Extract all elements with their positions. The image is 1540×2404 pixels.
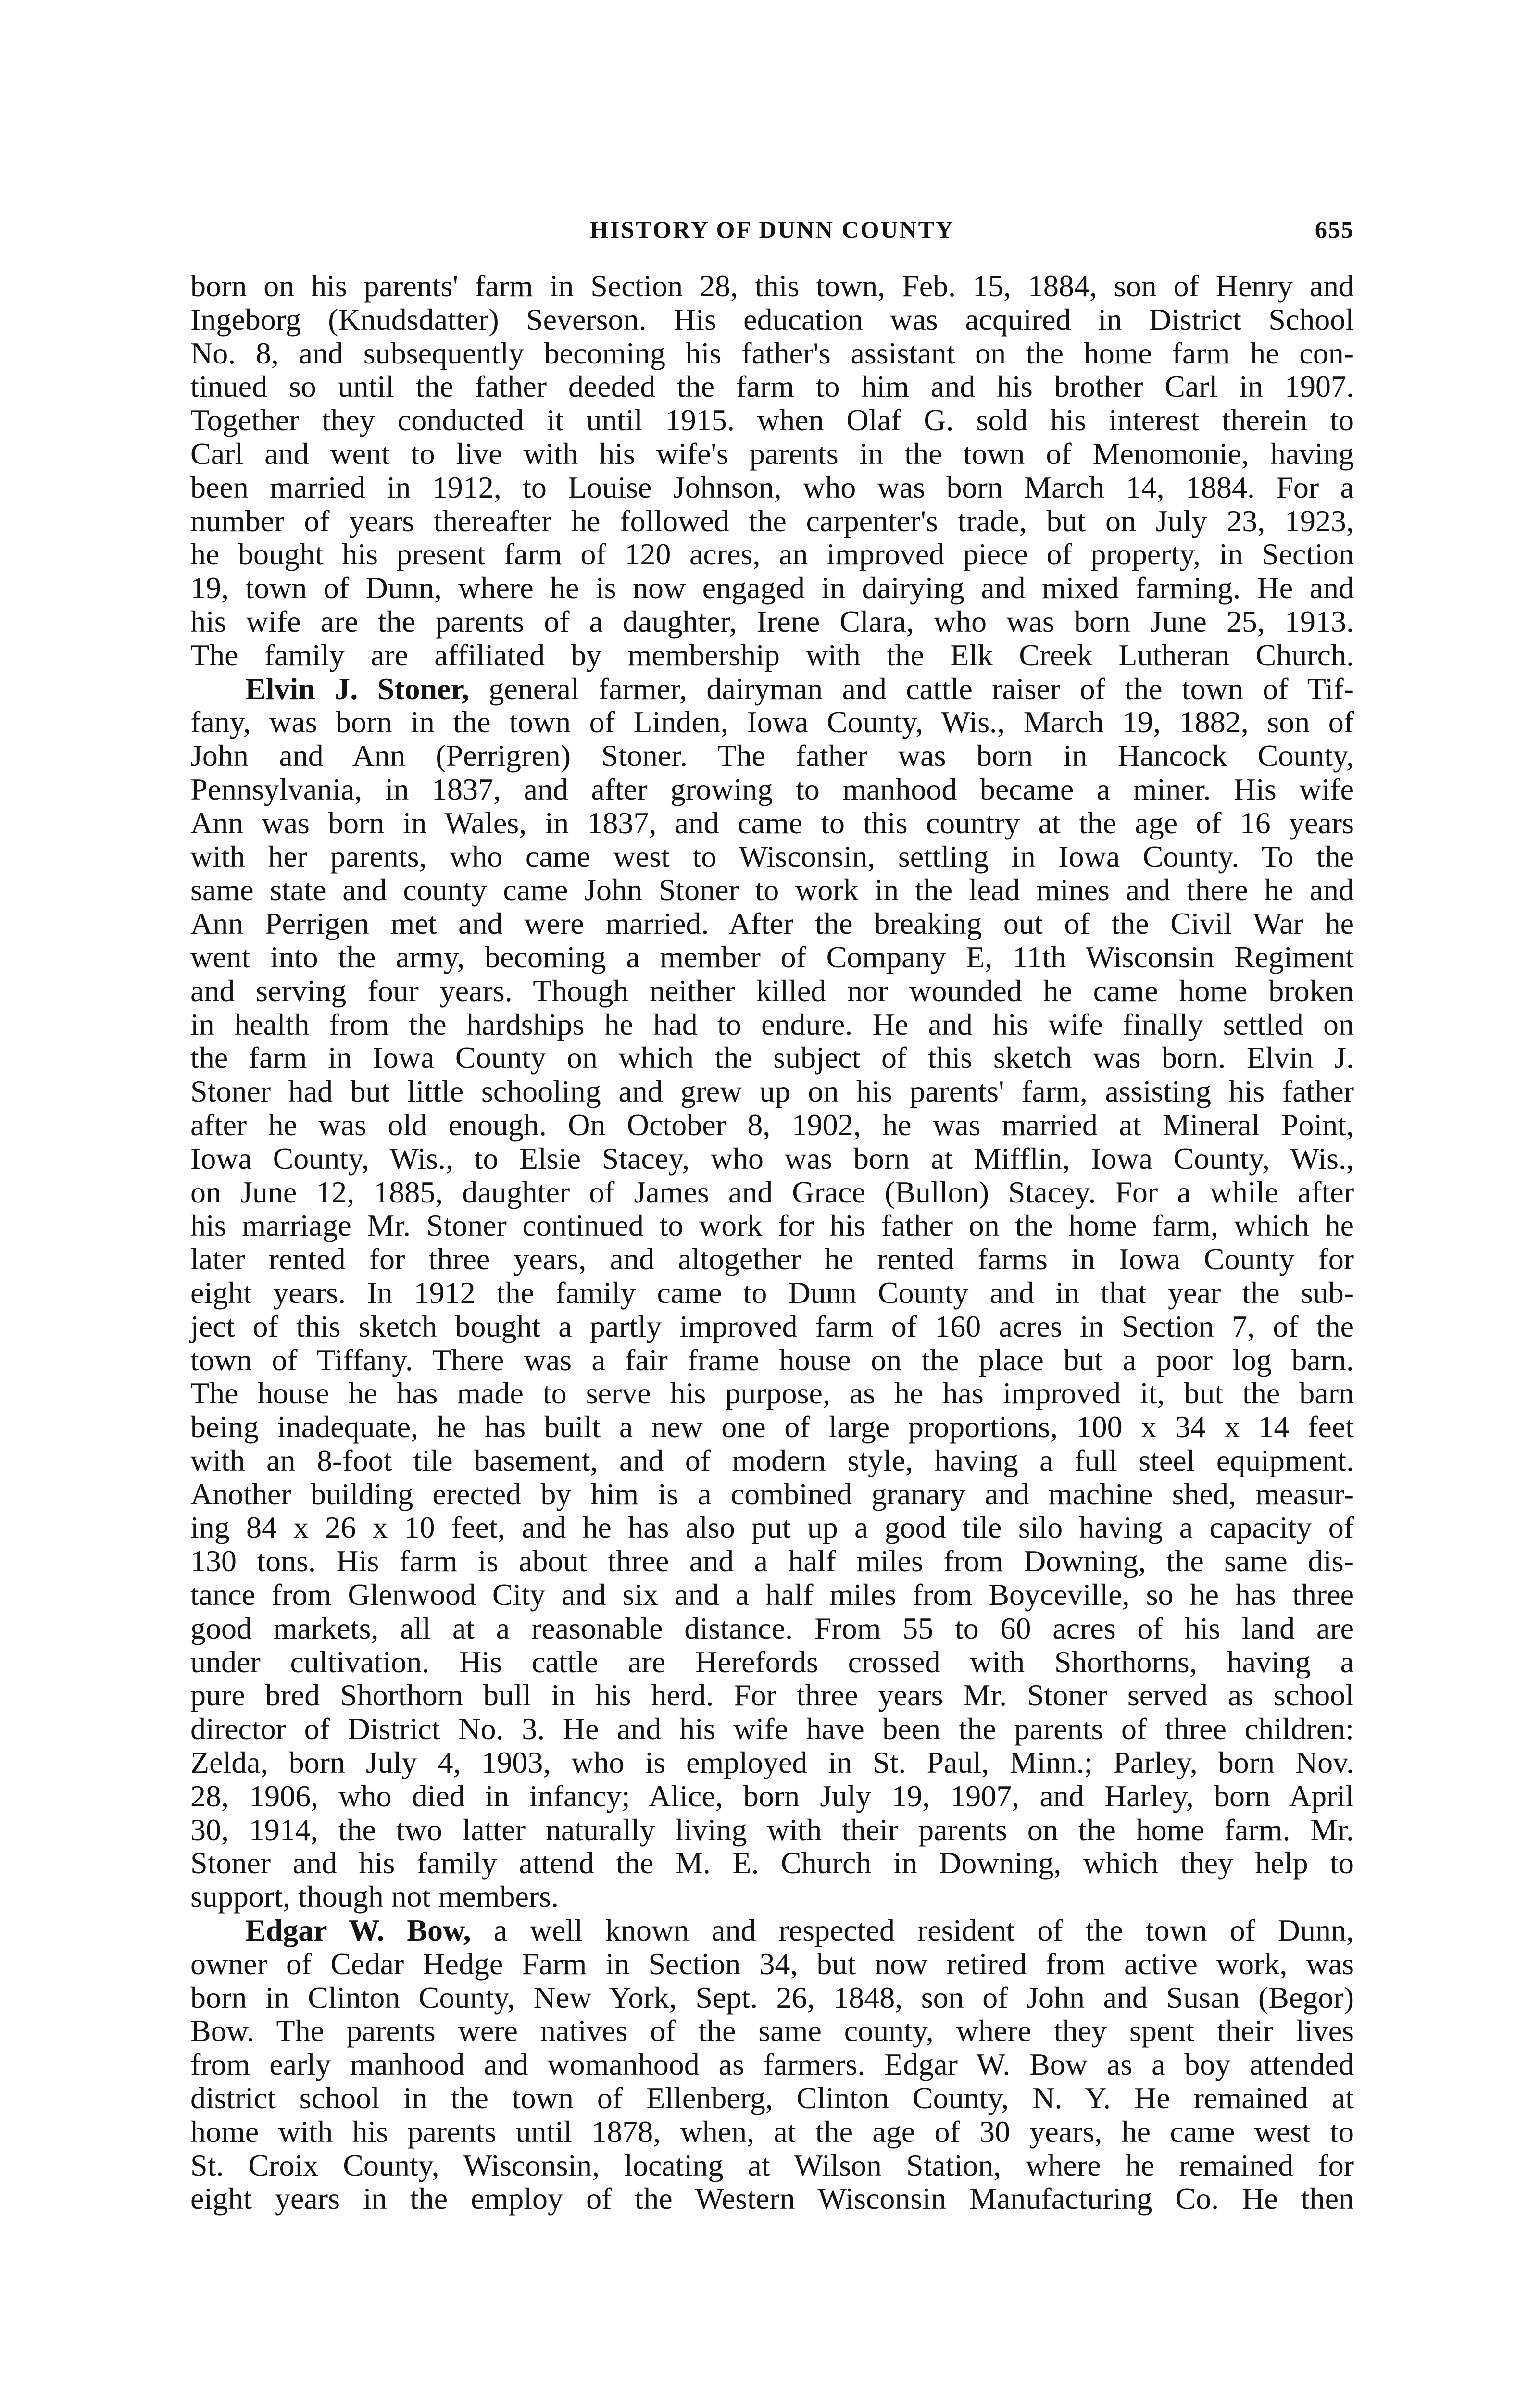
text-line: Stoner and his family attend the M. E. Church in Downing, which they help to — [190, 1846, 1354, 1880]
text-line: fany, was born in the town of Linden, Iowa County, Wis., March 19, 1882, son of — [190, 705, 1354, 739]
text-line: district school in the town of Ellenberg, Clinton County, N. Y. He remained at — [190, 2081, 1354, 2116]
text-line: with an 8-foot tile basement, and of modern style, having a full steel equipment. — [190, 1443, 1354, 1477]
paragraph-stoner — [190, 672, 1354, 1914]
text-line: Stoner had but little schooling and grew up on his parents' farm, assisting his father — [190, 1074, 1354, 1109]
text-line: in health from the hardships he had to endure. He and his wife finally settled on — [190, 1007, 1354, 1041]
text-line: Carl and went to live with his wife's parents in the town of Menomonie, having — [190, 436, 1354, 471]
text-line: eight years. In 1912 the family came to Dunn County and in that year the sub- — [190, 1275, 1354, 1310]
text-run: a well known and respected resident of the town of Dunn, — [471, 1913, 1354, 1948]
text-line: on June 12, 1885, daughter of James and Grace (Bullon) Stacey. For a while after — [190, 1175, 1354, 1209]
text-line: Iowa County, Wis., to Elsie Stacey, who was born at Mifflin, Iowa County, Wis., — [190, 1141, 1354, 1176]
text-line — [190, 672, 1354, 706]
text-line: tance from Glenwood City and six and a half miles from Boyceville, so he has three — [190, 1578, 1354, 1612]
text-line: he bought his present farm of 120 acres, an improved piece of property, in Section — [190, 537, 1354, 572]
text-line: born on his parents' farm in Section 28, this town, Feb. 15, 1884, son of Henry and — [190, 269, 1354, 303]
text-line: from early manhood and womanhood as farmers. Edgar W. Bow as a boy attended — [190, 2047, 1354, 2082]
text-line: later rented for three years, and altogether he rented farms in Iowa County for — [190, 1242, 1354, 1277]
text-line: 130 tons. His farm is about three and a half miles from Downing, the same dis- — [190, 1544, 1354, 1578]
text-line: good markets, all at a reasonable distance. From 55 to 60 acres of his land are — [190, 1611, 1354, 1645]
text-line: Ann Perrigen met and were married. After the breaking out of the Civil War he — [190, 906, 1354, 941]
text-line: Ingeborg (Knudsdatter) Severson. His education was acquired in District School — [190, 302, 1354, 337]
text-line: and serving four years. Though neither killed nor wounded he came home broken — [190, 973, 1354, 1008]
text-line: his marriage Mr. Stoner continued to work for his father on the home farm, which he — [190, 1208, 1354, 1243]
text-line: being inadequate, he has built a new one of large proportions, 100 x 34 x 14 feet — [190, 1410, 1354, 1444]
text-line: the farm in Iowa County on which the subject of this sketch was born. Elvin J. — [190, 1040, 1354, 1075]
text-line: ing 84 x 26 x 10 feet, and he has also put up a good tile silo having a capacity of — [190, 1510, 1354, 1545]
text-line: home with his parents until 1878, when, at the age of 30 years, he came west to — [190, 2114, 1354, 2149]
text-line: St. Croix County, Wisconsin, locating at Wilson Station, where he remained for — [190, 2148, 1354, 2182]
text-line: under cultivation. His cattle are Herefords crossed with Shorthorns, having a — [190, 1644, 1354, 1679]
text-line: went into the army, becoming a member of Company E, 11th Wisconsin Regiment — [190, 939, 1354, 974]
text-line: Zelda, born July 4, 1903, who is employed in St. Paul, Minn.; Parley, born Nov. — [190, 1745, 1354, 1780]
page-number: 655 — [1315, 216, 1354, 243]
text-line: 28, 1906, who died in infancy; Alice, born July 19, 1907, and Harley, born April — [190, 1778, 1354, 1813]
text-line: Another building erected by him is a combined granary and machine shed, measur- — [190, 1477, 1354, 1511]
text-line: The family are affiliated by membership with the Elk Creek Lutheran Church. — [190, 638, 1354, 672]
text-line: No. 8, and subsequently becoming his father's assistant on the home farm he con- — [190, 336, 1354, 370]
text-line: support, though not members. — [190, 1879, 559, 1914]
text-line: 19, town of Dunn, where he is now engaged in dairying and mixed farming. He and — [190, 571, 1354, 605]
text-line: eight years in the employ of the Western Wisconsin Manufacturing Co. He then — [190, 2181, 1354, 2216]
biography-name: Elvin J. Stoner, — [245, 671, 470, 706]
text-line: director of District No. 3. He and his wife have been the parents of three children: — [190, 1712, 1354, 1746]
text-line: Bow. The parents were natives of the same county, where they spent their lives — [190, 2014, 1354, 2048]
text-line: after he was old enough. On October 8, 1902, he was married at Mineral Point, — [190, 1107, 1354, 1142]
text-line: same state and county came John Stoner to work in the lead mines and there he and — [190, 873, 1354, 907]
text-line: with her parents, who came west to Wisconsin, settling in Iowa County. To the — [190, 839, 1354, 874]
text-line: 30, 1914, the two latter naturally living with their parents on the home farm. Mr. — [190, 1812, 1354, 1847]
text-line: owner of Cedar Hedge Farm in Section 34, but now retired from active work, was — [190, 1946, 1354, 1981]
text-line: ject of this sketch bought a partly improved farm of 160 acres in Section 7, of the — [190, 1309, 1354, 1343]
text-line: Pennsylvania, in 1837, and after growing to manhood became a miner. His wife — [190, 772, 1354, 806]
text-line: tinued so until the father deeded the farm to him and his brother Carl in 1907. — [190, 369, 1354, 404]
text-line: pure bred Shorthorn bull in his herd. For three years Mr. Stoner served as school — [190, 1678, 1354, 1713]
text-line: The house he has made to serve his purpose, as he has improved it, but the barn — [190, 1376, 1354, 1411]
text-line — [190, 1914, 1354, 1947]
running-title: HISTORY OF DUNN COUNTY — [589, 216, 955, 243]
text-line: John and Ann (Perrigren) Stoner. The father was born in Hancock County, — [190, 739, 1354, 773]
text-line: been married in 1912, to Louise Johnson, who was born March 14, 1884. For a — [190, 470, 1354, 504]
biography-name: Edgar W. Bow, — [245, 1913, 471, 1948]
running-head — [190, 215, 1354, 254]
paragraph-severson — [190, 269, 1354, 672]
text-run: general farmer, dairyman and cattle raiser of the town of Tif- — [469, 671, 1354, 706]
text-line: born in Clinton County, New York, Sept. 26, 1848, son of John and Susan (Begor) — [190, 1980, 1354, 2015]
body-text — [190, 269, 1354, 2216]
text-line: Ann was born in Wales, in 1837, and came to this country at the age of 16 years — [190, 805, 1354, 840]
text-line: Together they conducted it until 1915. when Olaf G. sold his interest therein to — [190, 403, 1354, 438]
text-line: number of years thereafter he followed the carpenter's trade, but on July 23, 1923, — [190, 503, 1354, 538]
paragraph-bow — [190, 1914, 1354, 2216]
text-line: his wife are the parents of a daughter, Irene Clara, who was born June 25, 1913. — [190, 604, 1354, 639]
text-line: town of Tiffany. There was a fair frame house on the place but a poor log barn. — [190, 1342, 1354, 1377]
